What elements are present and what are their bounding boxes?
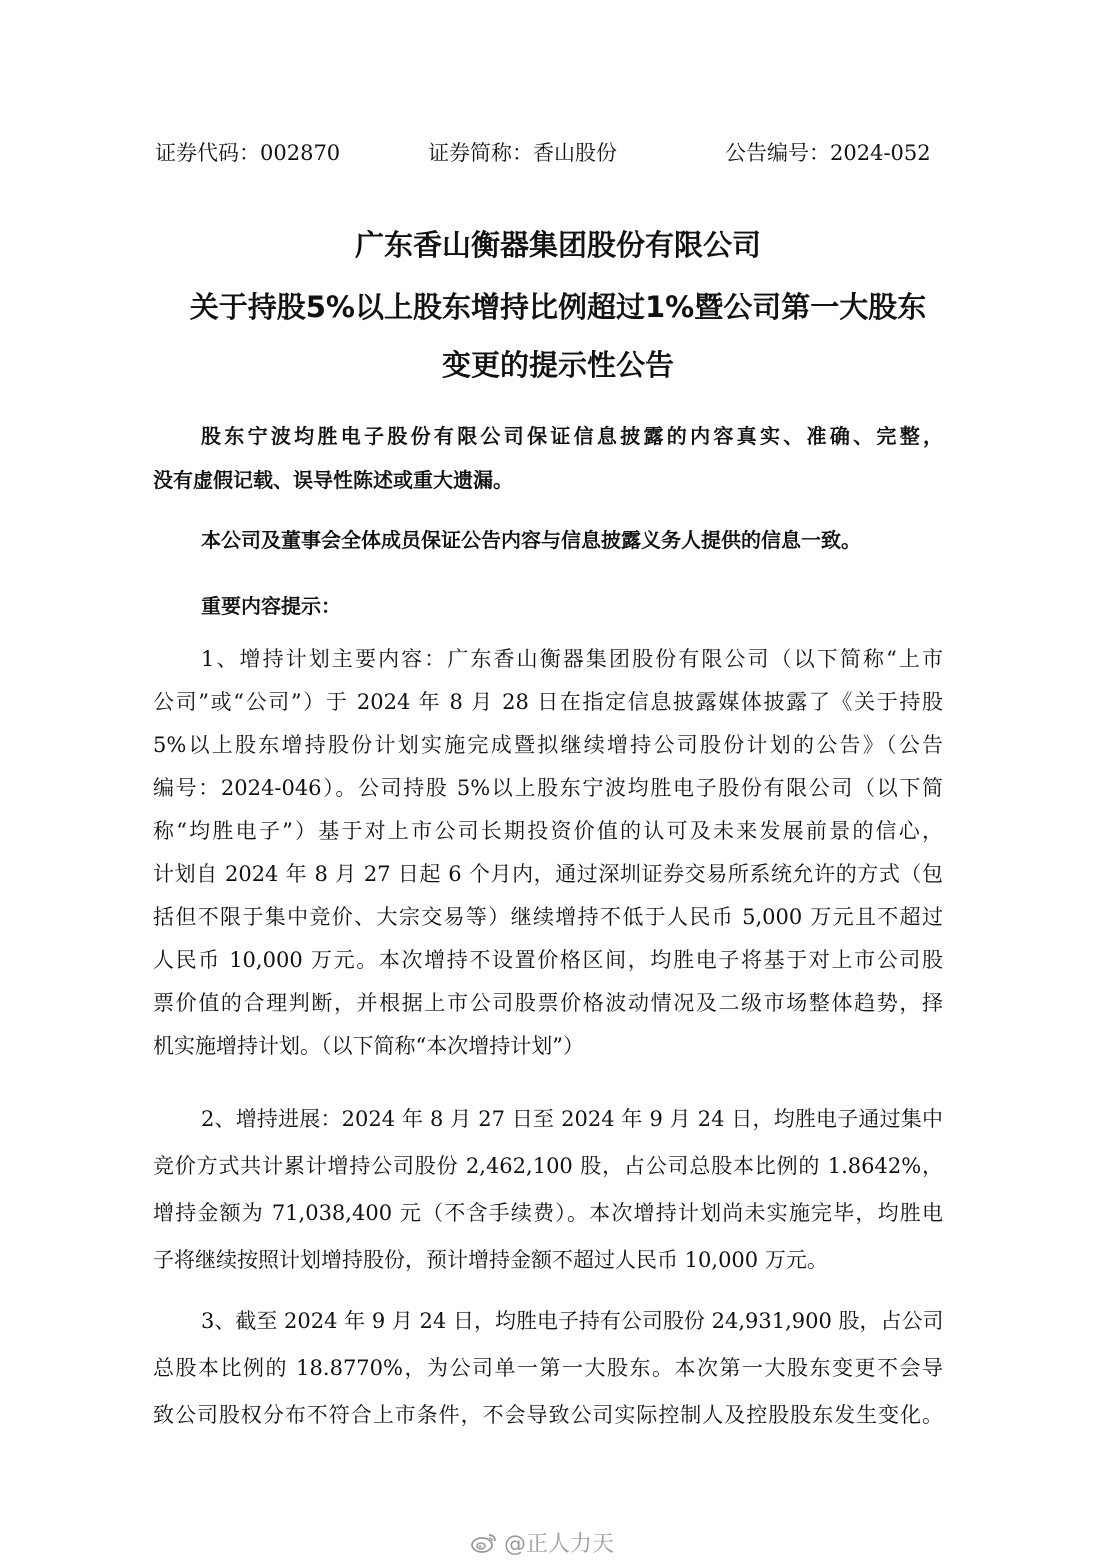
board-declaration (153, 521, 943, 560)
weibo-icon (470, 1532, 498, 1554)
item-3-line: 3、截至 2024 年 9 月 24 日，均胜电子持有公司股份 24,931,900 股，占公司 (201, 1309, 944, 1333)
board-declaration-line: 本公司及董事会全体成员保证公告内容与信息披露义务人提供的信息一致。 (201, 528, 861, 552)
item-1-line: 称“均胜电子”）基于对上市公司长期投资价值的认可及未来发展前景的信心， (153, 819, 943, 843)
item-3-line: 致公司股权分布不符合上市条件，不会导致公司实际控制人及控股股东发生变化。 (153, 1403, 943, 1427)
item-2-progress (153, 1096, 943, 1284)
watermark (470, 1527, 614, 1558)
security-short-name: 证券简称：香山股份 (428, 141, 617, 165)
item-1-line: 公司”或“公司”）于 2024 年 8 月 28 日在指定信息披露媒体披露了《关于持股 (153, 690, 943, 714)
item-3-holding (153, 1298, 943, 1439)
item-1-line: 编号：2024-046）。公司持股 5%以上股东宁波均胜电子股份有限公司（以下简 (153, 776, 943, 800)
item-1-line: 括但不限于集中竞价、大宗交易等）继续增持不低于人民币 5,000 万元且不超过 (153, 905, 943, 929)
title-subject-cont: 变更的提示性公告 (441, 348, 674, 382)
security-info-row (155, 138, 935, 168)
title-subject: 关于持股5%以上股东增持比例超过1%暨公司第一大股东 (189, 290, 927, 324)
item-1-line: 1、增持计划主要内容：广东香山衡器集团股份有限公司（以下简称“上市 (201, 647, 943, 671)
watermark-text: @正人力天 (504, 1532, 615, 1557)
item-1-line: 机实施增持计划。（以下简称“本次增持计划”） (153, 1034, 584, 1058)
declaration-line: 股东宁波均胜电子股份有限公司保证信息披露的内容真实、准确、完整， (201, 424, 943, 448)
item-2-line: 竞价方式共计累计增持公司股份 2,462,100 股，占公司总股本比例的 1.8642%， (153, 1154, 943, 1178)
item-1-line: 人民币 10,000 万元。本次增持不设置价格区间，均胜电子将基于对上市公司股 (153, 948, 943, 972)
notice-number: 公告编号：2024-052 (725, 141, 931, 165)
declaration-line: 没有虚假记载、误导性陈述或重大遗漏。 (153, 468, 513, 492)
item-1-line: 5%以上股东增持股份计划实施完成暨拟继续增持公司股份计划的公告》（公告 (153, 733, 943, 757)
item-2-line: 2、增持进展：2024 年 8 月 27 日至 2024 年 9 月 24 日，均胜电子通过集中 (201, 1107, 943, 1131)
item-2-line: 增持金额为 71,038,400 元（不含手续费）。本次增持计划尚未实施完毕，均胜电 (153, 1201, 943, 1225)
item-3-line: 总股本比例的 18.8770%，为公司单一第一大股东。本次第一大股东变更不会导 (153, 1356, 943, 1380)
item-1-line: 计划自 2024 年 8 月 27 日起 6 个月内，通过深圳证券交易所系统允许的方式（包 (153, 862, 943, 886)
item-2-line: 子将继续按照计划增持股份，预计增持金额不超过人民币 10,000 万元。 (153, 1248, 828, 1272)
title-company: 广东香山衡器集团股份有限公司 (354, 228, 761, 262)
key-points-heading (153, 587, 943, 626)
shareholder-declaration (153, 414, 943, 502)
item-1-line: 票价值的合理判断，并根据上市公司股票价格波动情况及二级市场整体趋势，择 (153, 991, 943, 1015)
item-1-plan (153, 638, 943, 1068)
key-points-heading-text: 重要内容提示： (201, 594, 341, 618)
security-code: 证券代码：002870 (155, 141, 341, 165)
